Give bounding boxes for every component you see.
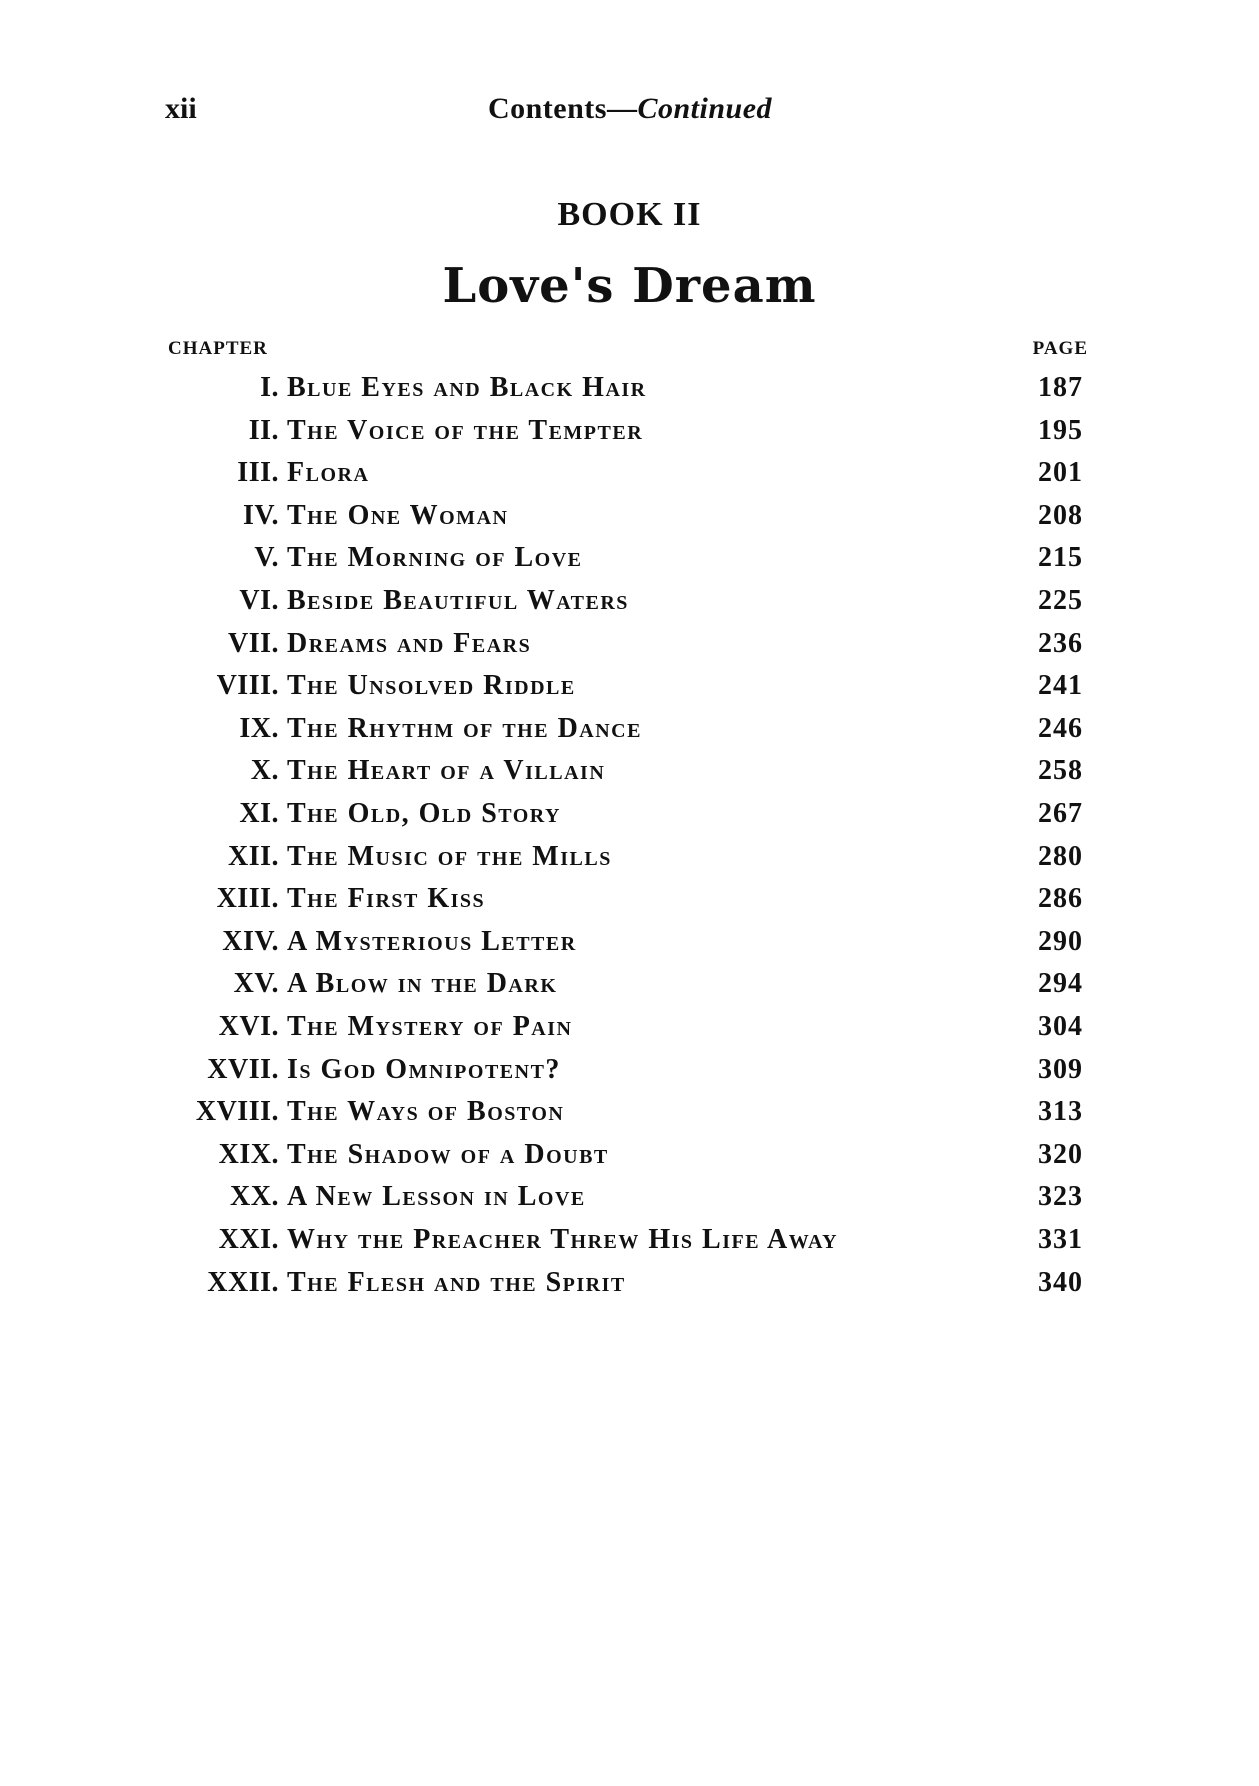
chapter-page-number: 323 [1038, 1181, 1083, 1212]
chapter-title: The First Kiss [287, 883, 486, 914]
chapter-page-number: 290 [1038, 926, 1083, 957]
chapter-page-number: 201 [1038, 457, 1083, 488]
toc-row [0, 755, 1259, 797]
chapter-number: XVII. [207, 1054, 279, 1085]
chapter-page-number: 208 [1038, 500, 1083, 531]
chapter-number: XV. [233, 968, 279, 999]
toc-row [0, 542, 1259, 584]
chapter-page-number: 331 [1038, 1224, 1083, 1255]
chapter-title: The One Woman [287, 500, 509, 531]
toc-row [0, 1054, 1259, 1096]
chapter-title: The Unsolved Riddle [287, 670, 576, 701]
chapter-page-number: 187 [1038, 372, 1083, 403]
chapter-title: A Blow in the Dark [287, 968, 558, 999]
chapter-title: The Morning of Love [287, 542, 583, 573]
chapter-title: The Flesh and the Spirit [287, 1267, 626, 1298]
chapter-number: I. [260, 372, 279, 403]
chapter-column-heading: CHAPTER [168, 338, 268, 359]
chapter-title: The Mystery of Pain [287, 1011, 573, 1042]
page-column-heading: PAGE [1032, 338, 1088, 359]
chapter-number: XIII. [216, 883, 279, 914]
toc-row [0, 415, 1259, 457]
running-head-contents: Contents [487, 92, 607, 125]
toc-row [0, 798, 1259, 840]
chapter-title: The Music of the Mills [287, 841, 612, 872]
chapter-title: Dreams and Fears [287, 628, 532, 659]
chapter-number: II. [248, 415, 279, 446]
page-folio: xii [165, 92, 197, 125]
chapter-number: V. [254, 542, 279, 573]
toc-row [0, 670, 1259, 712]
chapter-number: VIII. [216, 670, 279, 701]
running-head-continued: Continued [637, 92, 773, 125]
chapter-number: III. [237, 457, 279, 488]
toc-row [0, 1181, 1259, 1223]
chapter-number: XX. [230, 1181, 279, 1212]
book-title: Love's Dream [442, 258, 817, 314]
toc-row [0, 968, 1259, 1010]
chapter-page-number: 267 [1038, 798, 1083, 829]
chapter-number: XVI. [218, 1011, 279, 1042]
chapter-title: Blue Eyes and Black Hair [287, 372, 647, 403]
chapter-page-number: 294 [1038, 968, 1083, 999]
chapter-page-number: 304 [1038, 1011, 1083, 1042]
chapter-page-number: 195 [1038, 415, 1083, 446]
chapter-title: A New Lesson in Love [287, 1181, 586, 1212]
chapter-page-number: 309 [1038, 1054, 1083, 1085]
chapter-page-number: 340 [1038, 1267, 1083, 1298]
chapter-page-number: 236 [1038, 628, 1083, 659]
chapter-title: The Old, Old Story [287, 798, 561, 829]
toc-row [0, 1011, 1259, 1053]
book-label: BOOK II [557, 196, 702, 233]
chapter-title: The Voice of the Tempter [287, 415, 644, 446]
toc-row [0, 1096, 1259, 1138]
chapter-page-number: 258 [1038, 755, 1083, 786]
toc-row [0, 926, 1259, 968]
toc-row [0, 372, 1259, 414]
chapter-title: Is God Omnipotent? [287, 1054, 561, 1085]
chapter-number: XII. [227, 841, 279, 872]
chapter-title: A Mysterious Letter [287, 926, 577, 957]
chapter-page-number: 320 [1038, 1139, 1083, 1170]
chapter-page-number: 246 [1038, 713, 1083, 744]
chapter-number: IX. [239, 713, 279, 744]
toc-row [0, 628, 1259, 670]
chapter-title: Flora [287, 457, 370, 488]
toc-row [0, 883, 1259, 925]
chapter-page-number: 215 [1038, 542, 1083, 573]
toc-row [0, 1224, 1259, 1266]
chapter-number: X. [250, 755, 279, 786]
chapter-page-number: 280 [1038, 841, 1083, 872]
chapter-number: VII. [227, 628, 279, 659]
toc-row [0, 1267, 1259, 1309]
chapter-page-number: 225 [1038, 585, 1083, 616]
chapter-number: VI. [239, 585, 279, 616]
chapter-title: Beside Beautiful Waters [287, 585, 629, 616]
chapter-number: IV. [242, 500, 279, 531]
chapter-number: XXII. [207, 1267, 279, 1298]
toc-row [0, 713, 1259, 755]
toc-row [0, 585, 1259, 627]
chapter-title: Why the Preacher Threw His Life Away [287, 1224, 839, 1255]
chapter-number: XIX. [218, 1139, 279, 1170]
chapter-number: XIV. [222, 926, 279, 957]
chapter-title: The Ways of Boston [287, 1096, 565, 1127]
chapter-page-number: 313 [1038, 1096, 1083, 1127]
chapter-number: XXI. [218, 1224, 279, 1255]
running-head-dash: — [606, 92, 638, 125]
toc-row [0, 500, 1259, 542]
running-head [165, 92, 1095, 142]
chapter-page-number: 286 [1038, 883, 1083, 914]
toc-row [0, 841, 1259, 883]
toc-row [0, 457, 1259, 499]
chapter-title: The Heart of a Villain [287, 755, 606, 786]
chapter-page-number: 241 [1038, 670, 1083, 701]
chapter-number: XVIII. [195, 1096, 279, 1127]
toc-row [0, 1139, 1259, 1181]
chapter-title: The Shadow of a Doubt [287, 1139, 609, 1170]
chapter-title: The Rhythm of the Dance [287, 713, 642, 744]
running-head-title [165, 92, 1095, 126]
chapter-number: XI. [239, 798, 279, 829]
column-headings [168, 338, 1088, 364]
